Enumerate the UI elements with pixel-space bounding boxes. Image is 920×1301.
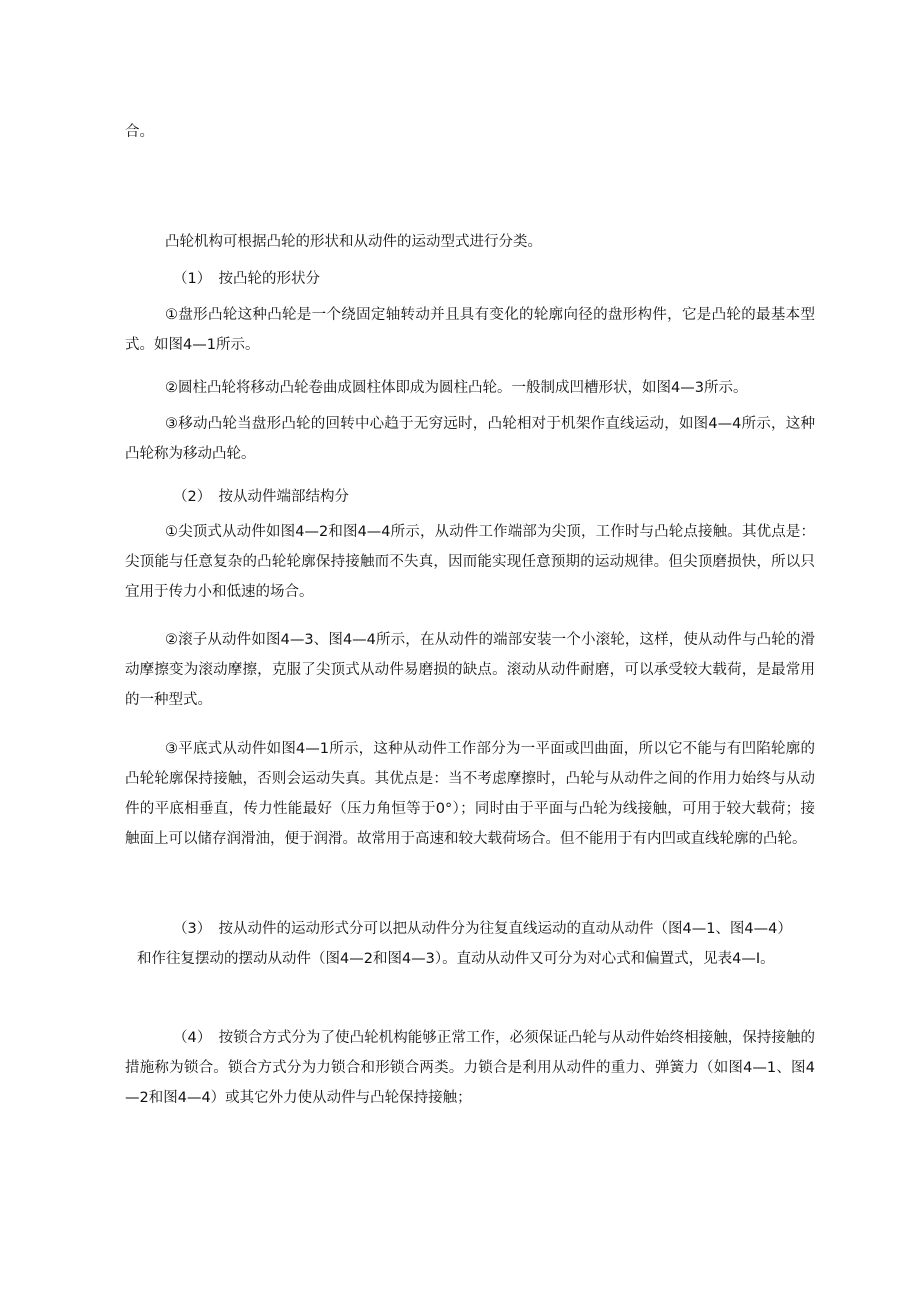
fragment-top: 合。 [125,124,154,140]
section1-item-3: ③移动凸轮当盘形凸轮的回转中心趋于无穷远时，凸轮相对于机架作直线运动，如图4—4所示，这种凸轮称为移动凸轮。 [125,416,815,462]
section3-paragraph [125,914,815,974]
section2-item-3: ③平底式从动件如图4—1所示，这种从动件工作部分为一平面或凹曲面，所以它不能与有凹陷轮廓的凸轮轮廓保持接触，否则会运动失真。其优点是：当不考虑摩擦时，凸轮与从动件之间的作用力始终与从动件的平底相垂直，传力性能最好（压力角恒等于0°）；同时由于平面与凸轮为线接触，可用于较大载荷；接触面上可以储存润滑油，便于润滑。故常用于高速和较大载荷场合。但不能用于有内凹或直线轮廓的凸轮。 [125,741,815,847]
section2-item-1: ①尖顶式从动件如图4—2和图4—4所示，从动件工作端部为尖顶，工作时与凸轮点接触。其优点是：尖顶能与任意复杂的凸轮轮廓保持接触而不失真，因而能实现任意预期的运动规律。但尖顶磨损快，所以只宜用于传力小和低速的场合。 [125,524,815,600]
section3-line-2: 和作往复摆动的摆动从动件（图4—2和图4—3）。直动从动件又可分为对心式和偏置式，见表4—I。 [137,951,775,967]
section1-heading: （1） 按凸轮的形状分 [173,271,320,287]
section1-item-1: ①盘形凸轮这种凸轮是一个绕固定轴转动并且具有变化的轮廓向径的盘形构件，它是凸轮的最基本型式。如图4—1所示。 [125,307,815,353]
section2-item-2: ②滚子从动件如图4—3、图4—4所示，在从动件的端部安装一个小滚轮，这样，使从动件与凸轮的滑动摩擦变为滚动摩擦，克服了尖顶式从动件易磨损的缺点。滚动从动件耐磨，可以承受较大载荷，是最常用的一种型式。 [125,632,815,708]
intro-paragraph: 凸轮机构可根据凸轮的形状和从动件的运动型式进行分类。 [165,234,542,250]
section4-paragraph: （4） 按锁合方式分为了使凸轮机构能够正常工作，必须保证凸轮与从动件始终相接触，保持接触的措施称为锁合。锁合方式分为力锁合和形锁合两类。力锁合是利用从动件的重力、弹簧力（如图4—1、图4—2和图4—4）或其它外力使从动件与凸轮保持接触； [125,1030,815,1106]
section2-heading: （2） 按从动件端部结构分 [173,489,349,505]
section1-item-2: ②圆柱凸轮将移动凸轮卷曲成圆柱体即成为圆柱凸轮。一般制成凹槽形状，如图4—3所示。 [165,380,748,396]
section3-line-1: （3） 按从动件的运动形式分可以把从动件分为往复直线运动的直动从动件（图4—1、图4—4） [173,921,792,937]
